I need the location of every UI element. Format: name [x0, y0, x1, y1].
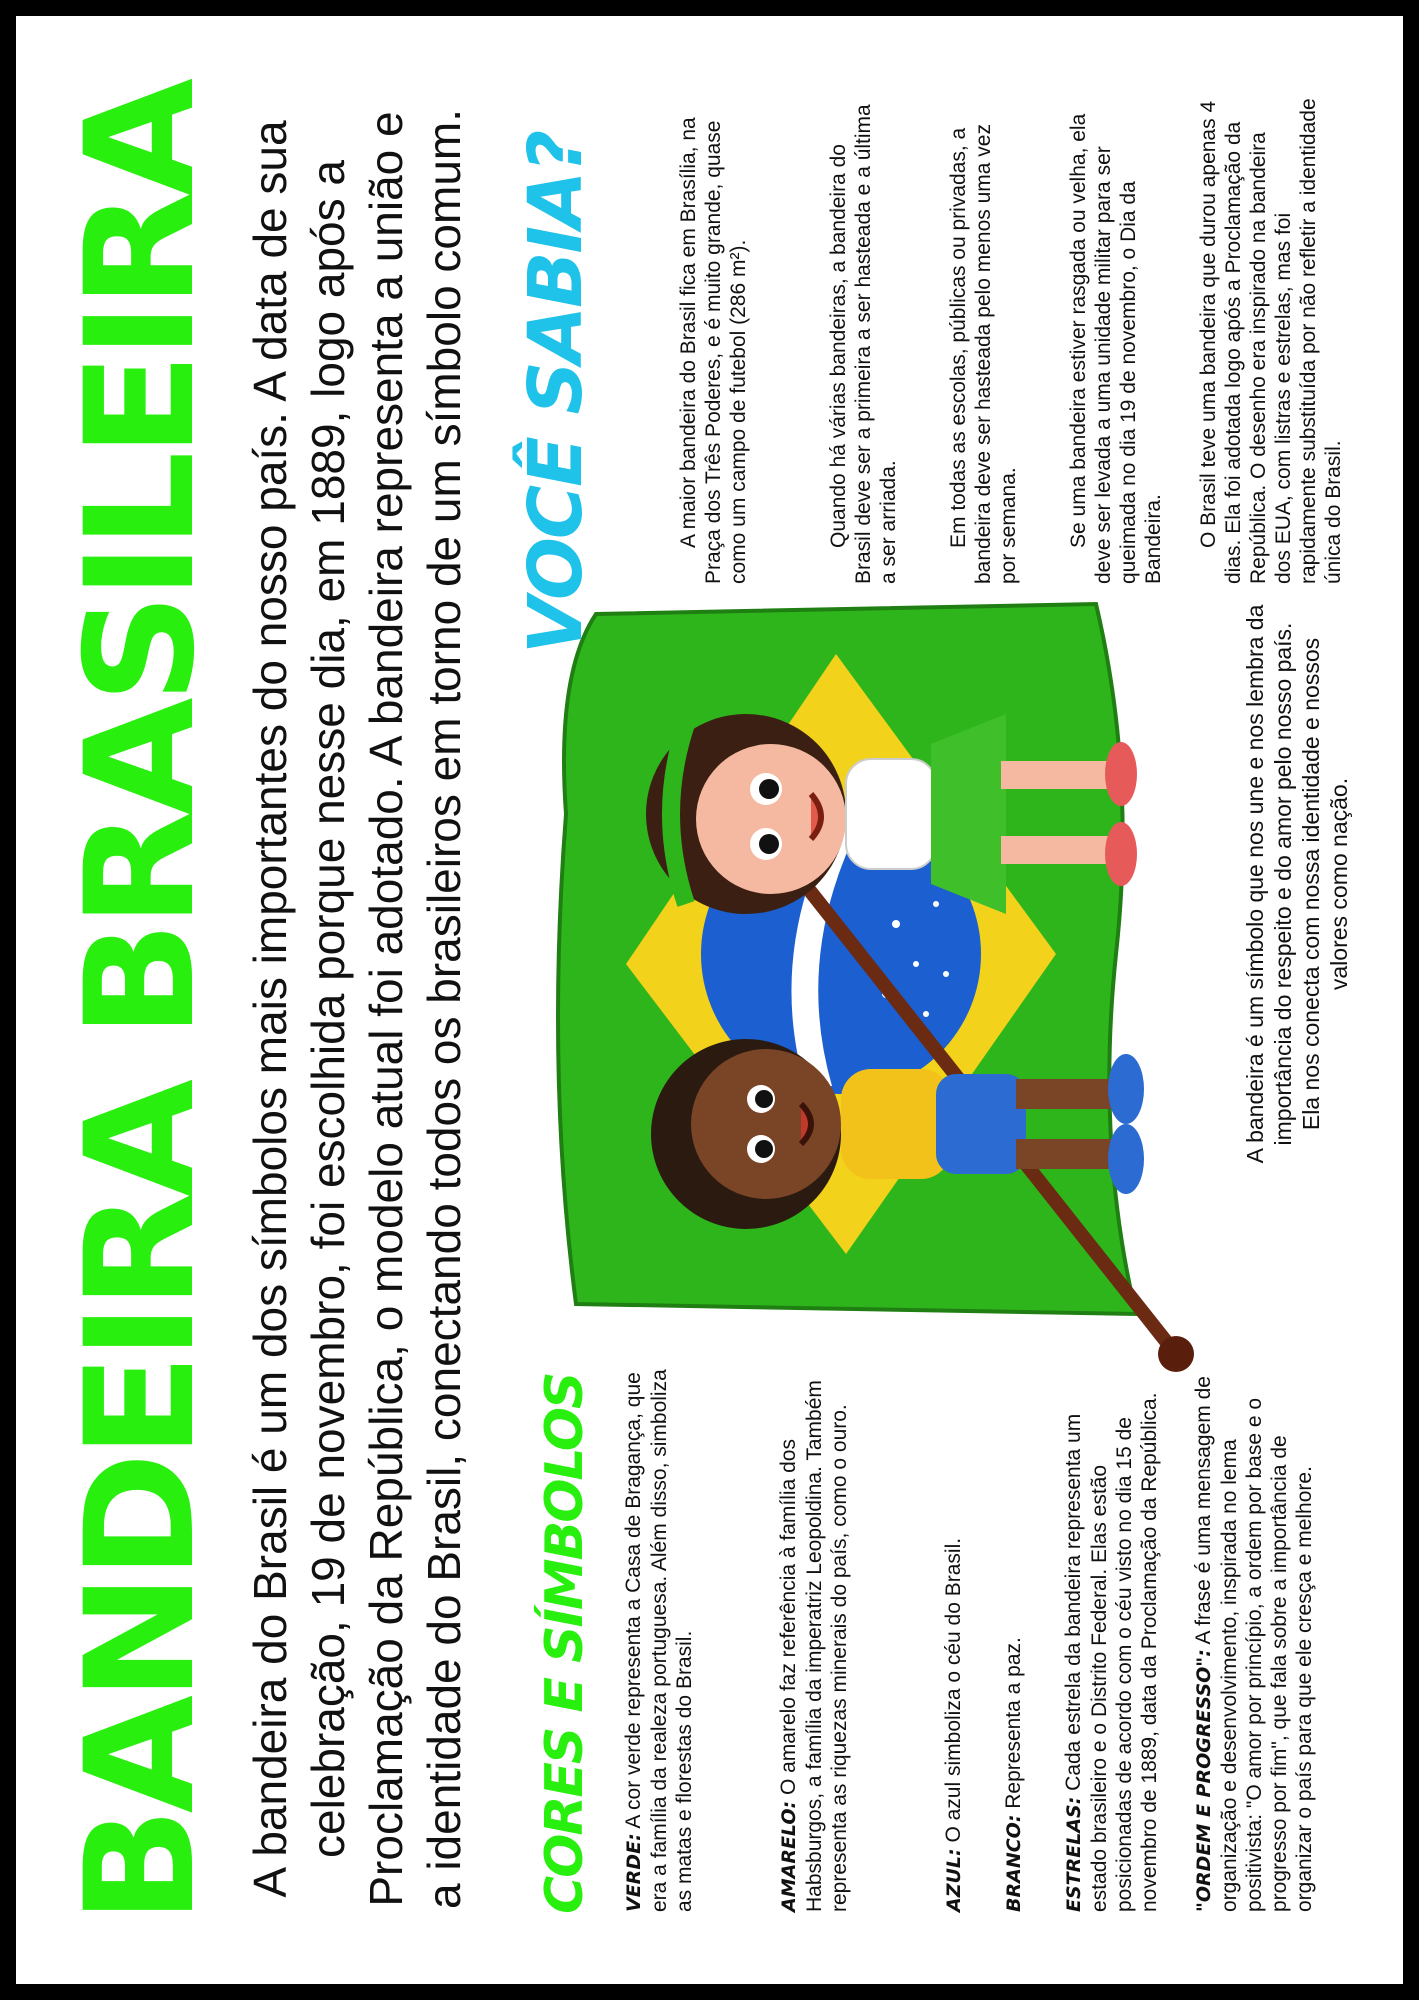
item-label: VERDE:: [623, 1833, 645, 1912]
symbol-item-ordem-e-progresso: [1191, 1352, 1317, 1912]
item-text: A cor verde representa a Casa de Bragança, que era a família da realeza portuguesa. Além disso, simboliza as matas e florestas do Brasil.: [622, 1369, 696, 1912]
main-title: BANDEIRA BRASILEIRA: [54, 84, 228, 1924]
color-item-azul: [941, 1352, 967, 1912]
fact-item: Em todas as escolas, públicas ou privadas, a bandeira deve ser hasteada pelo menos uma vez por semana.: [947, 124, 1020, 584]
item-label: AZUL:: [943, 1848, 965, 1912]
poster-sheet: [16, 16, 1403, 1984]
item-label: ESTRELAS:: [1063, 1796, 1085, 1912]
flag-children-illustration: [536, 594, 1256, 1374]
item-text: A frase é uma mensagem de organização e desenvolvimento, inspirada no lema positivista: "O amor por princípio, a ordem por base e o progresso por fim", que fala sobre a importância de organizar o país para que ele cresça e melhore.: [1192, 1376, 1316, 1912]
item-label: BRANCO:: [1003, 1814, 1025, 1912]
cores-e-simbolos-title: CORES E SÍMBOLOS: [535, 1373, 595, 1914]
item-text: Cada estrela da bandeira representa um estado brasileiro e o Distrito Federal. Elas estão posicionadas de acordo com o céu visto no dia 15 de novembro de 1889, data da Proclamação da República.: [1062, 1392, 1161, 1912]
fact-item: Se uma bandeira estiver rasgada ou velha, ela deve ser levada a uma unidade militar para ser queimada no dia 19 de novembro, o Dia da Bandeira.: [1067, 113, 1165, 584]
fact-item: Quando há várias bandeiras, a bandeira do Brasil deve ser a primeira a ser hasteada e a última a ser arriada.: [827, 104, 900, 584]
symbol-item-estrelas: [1061, 1352, 1162, 1912]
voce-sabia-title: VOCÊ SABIA?: [513, 131, 599, 654]
color-item-branco: [1001, 1352, 1027, 1912]
intro-paragraph: A bandeira do Brasil é um dos símbolos mais importantes do nosso país. A data de sua celebração, 19 de novembro, foi escolhida porque nesse dia, em 1889, logo após a Proclamação da República, o modelo atual foi adotado. A bandeira representa a união e a identidade do Brasil, conectando todos os brasileiros em torno de um símbolo comum.: [244, 108, 470, 1910]
fact-item: O Brasil teve uma bandeira que durou apenas 4 dias. Ela foi adotada logo após a Proclamação da República. O desenho era inspirado na bandeira dos EUA, com listras e estrelas, mas foi rapidamente substituída por não refletir a identidade única do Brasil.: [1197, 98, 1345, 584]
flag-pole-tip: [1158, 1336, 1194, 1372]
color-item-verde: [621, 1352, 697, 1912]
item-label: "ORDEM E PROGRESSO":: [1193, 1649, 1215, 1912]
poster-frame: [16, 16, 1403, 1984]
item-text: O azul simboliza o céu do Brasil.: [942, 1537, 965, 1849]
item-text: Representa a paz.: [1002, 1637, 1025, 1815]
closing-paragraph: A bandeira é um símbolo que nos une e nos lembra da importância do respeito e do amor pelo nosso país. Ela nos conecta com nossa identidade e nossos valores como nação.: [1242, 604, 1352, 1164]
item-label: AMARELO:: [778, 1800, 800, 1912]
item-text: O amarelo faz referência à família dos Habsburgos, a família da imperatriz Leopoldina. Também representa as riquezas minerais do país, como o ouro.: [777, 1380, 851, 1912]
fact-item: A maior bandeira do Brasil fica em Brasília, na Praça dos Três Poderes, e é muito grande, quase como um campo de futebol (286 m²).: [677, 117, 750, 584]
color-item-amarelo: [776, 1352, 852, 1912]
